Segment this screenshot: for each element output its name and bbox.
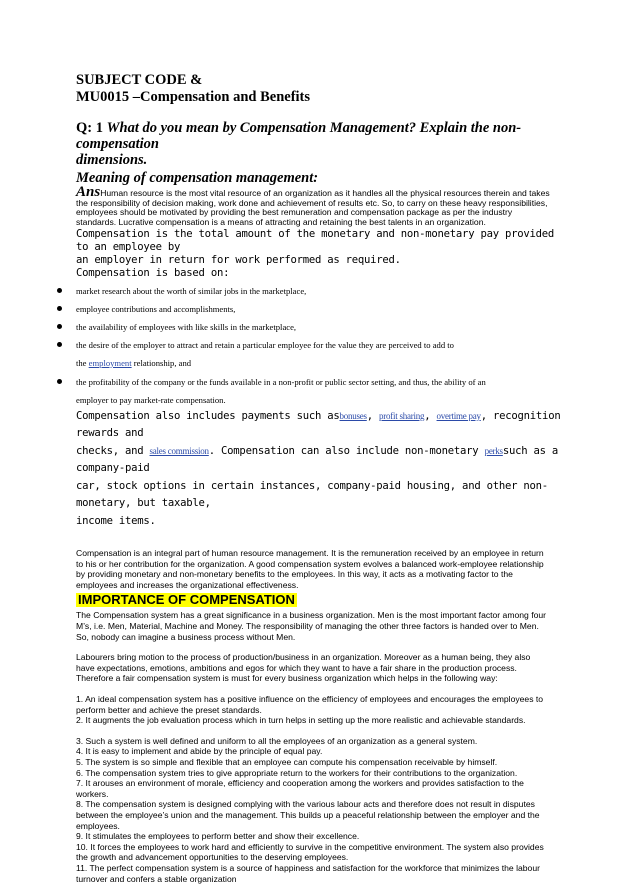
meaning-heading: Meaning of compensation management:	[76, 170, 566, 186]
point-line: 6. The compensation system tries to give appropriate return to the workers for their contributions to the organization.	[76, 768, 566, 779]
importance-paragraph	[76, 610, 566, 642]
sales-commission-link[interactable]: sales commission	[150, 446, 209, 456]
separator: ,	[367, 410, 379, 422]
perks-link[interactable]: perks	[485, 446, 503, 456]
point-line: workers.	[76, 789, 566, 800]
includes-text: Compensation also includes payments such as	[76, 410, 340, 422]
labourers-line-3: Therefore a fair compensation system is must for every business organization which helps in the following way:	[76, 673, 566, 684]
definition-line-2: an employer in return for work performed as required.	[76, 254, 566, 267]
list-item	[66, 318, 566, 336]
bullet-icon	[57, 379, 62, 384]
list-item-text: the availability of employees with like skills in the marketplace,	[76, 322, 296, 332]
labourers-line-1: Labourers bring motion to the process of production/business in an organization. Moreover as a human being, they also	[76, 652, 566, 663]
point-line: 9. It stimulates the employees to perform better and show their excellence.	[76, 831, 566, 842]
point-line: 5. The system is so simple and flexible that an employee can compute his compensation receivable by himself.	[76, 757, 566, 768]
list-item-text: the profitability of the company or the funds available in a non-profit or public sector setting, and thus, the ability of an	[76, 377, 486, 387]
bullet-icon	[57, 324, 62, 329]
list-item	[66, 373, 566, 410]
compensation-definition	[76, 228, 566, 279]
integral-line-4: employees and increases the organizational effectiveness.	[76, 580, 566, 591]
importance-line-1: The Compensation system has a great significance in a business organization. Men is the most important factor among four	[76, 610, 566, 621]
point-line: turnover and confers a stable organization	[76, 874, 566, 884]
points-group-a	[76, 694, 566, 726]
integral-line-2: to his or her contribution for the organization. A good compensation system evolves a balanced work-employee relationship	[76, 559, 566, 570]
importance-line-3: So, nobody can imagine a business process without Men.	[76, 632, 566, 643]
bullet-icon	[57, 306, 62, 311]
includes-line-4: income items.	[76, 513, 566, 531]
list-item-text: the desire of the employer to attract and retain a particular employee for the value they are perceived to add to	[76, 340, 454, 350]
list-item-continuation	[76, 354, 566, 373]
bonuses-link[interactable]: bonuses	[340, 411, 367, 421]
subject-code-line: SUBJECT CODE &	[76, 72, 566, 89]
includes-text: such as a company-paid	[76, 445, 558, 475]
list-item-text: the	[76, 358, 89, 368]
point-line: 2. It augments the job evaluation process which in turn helps in setting up the more realistic and achievable standards.	[76, 715, 566, 726]
point-line: the growth and advancement opportunities to the deserving employees.	[76, 852, 566, 863]
integral-paragraph	[76, 548, 566, 590]
point-line: 8. The compensation system is designed complying with the various labour acts and therefore does not result in disputes	[76, 799, 566, 810]
includes-text: . Compensation can also include non-monetary	[209, 445, 485, 457]
labourers-line-2: have expectations, emotions, ambitions and egos for which they want to have a fair share in the production process.	[76, 663, 566, 674]
subject-name-line: MU0015 –Compensation and Benefits	[76, 89, 566, 106]
importance-heading-wrap	[76, 591, 566, 609]
includes-line-1	[76, 408, 566, 443]
integral-line-1: Compensation is an integral part of human resource management. It is the remuneration received by an employee in return	[76, 548, 566, 559]
point-line: between the employee’s union and the management. This builds up a peaceful relationship between the employer and the	[76, 810, 566, 821]
based-on-list	[76, 282, 566, 410]
point-line: 1. An ideal compensation system has a positive influence on the efficiency of employees and encourages the employees to	[76, 694, 566, 705]
list-item	[66, 282, 566, 300]
answer-tag: Ans	[76, 184, 100, 200]
separator: ,	[424, 410, 436, 422]
compensation-includes	[76, 408, 566, 531]
answer-line-1	[76, 187, 566, 199]
point-line: 3. Such a system is well defined and uniform to all the employees of an organization as a general system.	[76, 736, 566, 747]
list-item	[66, 336, 566, 373]
answer-line-3: employees should be motivated by providing the best remuneration and compensation package as per the industry	[76, 207, 566, 218]
includes-text: checks, and	[76, 445, 150, 457]
point-line: 10. It forces the employees to work hard and efficiently to survive in the competitive environment. The system also provides	[76, 842, 566, 853]
answer-line-4: standards. Lucrative compensation is a means of attracting and retaining the best talents in an organization.	[76, 217, 566, 228]
labourers-paragraph	[76, 652, 566, 684]
list-item-text: market research about the worth of similar jobs in the marketplace,	[76, 286, 306, 296]
points-group-b	[76, 736, 566, 884]
bullet-icon	[57, 342, 62, 347]
point-line: 7. It arouses an environment of morale, efficiency and cooperation among the workers and provides satisfaction to the	[76, 778, 566, 789]
answer-text: Human resource is the most vital resource of an organization as it handles all the physical resources therein and takes	[100, 188, 550, 198]
importance-line-2: M’s, i.e. Men, Material, Machine and Money. The responsibility of managing the other three factors is handed over to Men.	[76, 621, 566, 632]
point-line: 11. The perfect compensation system is a source of happiness and satisfaction for the workforce that minimizes the labour	[76, 863, 566, 874]
point-line: perform better and achieve the preset standards.	[76, 705, 566, 716]
question-prefix: Q: 1	[76, 120, 103, 136]
question-text-line2: dimensions.	[76, 152, 147, 168]
list-item	[66, 300, 566, 318]
list-item-text: relationship, and	[132, 358, 191, 368]
includes-line-2	[76, 443, 566, 478]
question-heading	[76, 120, 566, 168]
employment-link[interactable]: employment	[89, 358, 132, 368]
importance-heading: IMPORTANCE OF COMPENSATION	[76, 593, 297, 607]
document-content	[76, 72, 566, 884]
profit-sharing-link[interactable]: profit sharing	[379, 411, 424, 421]
based-on-label: Compensation is based on:	[76, 267, 566, 280]
integral-line-3: by providing monetary and non-monetary benefits to the employees. In this way, it acts as a motivating factor to the	[76, 569, 566, 580]
question-text-line1: What do you mean by Compensation Management? Explain the non-compensation	[76, 120, 521, 152]
definition-line-1: Compensation is the total amount of the monetary and non-monetary pay provided to an employee by	[76, 228, 566, 254]
answer-paragraph	[76, 187, 566, 227]
overtime-pay-link[interactable]: overtime pay	[437, 411, 481, 421]
list-item-continuation: employer to pay market-rate compensation.	[76, 391, 566, 410]
answer-line-2: the responsibility of decision making, work done and achievement of results etc. So, to carry on these heavy responsibilities,	[76, 198, 566, 209]
point-line: employees.	[76, 821, 566, 832]
list-item-text: employee contributions and accomplishments,	[76, 304, 235, 314]
bullet-icon	[57, 288, 62, 293]
includes-text: , recognition rewards and	[76, 410, 560, 440]
includes-line-3: car, stock options in certain instances, company-paid housing, and other non-monetary, but taxable,	[76, 478, 566, 513]
point-line: 4. It is easy to implement and abide by the principle of equal pay.	[76, 746, 566, 757]
